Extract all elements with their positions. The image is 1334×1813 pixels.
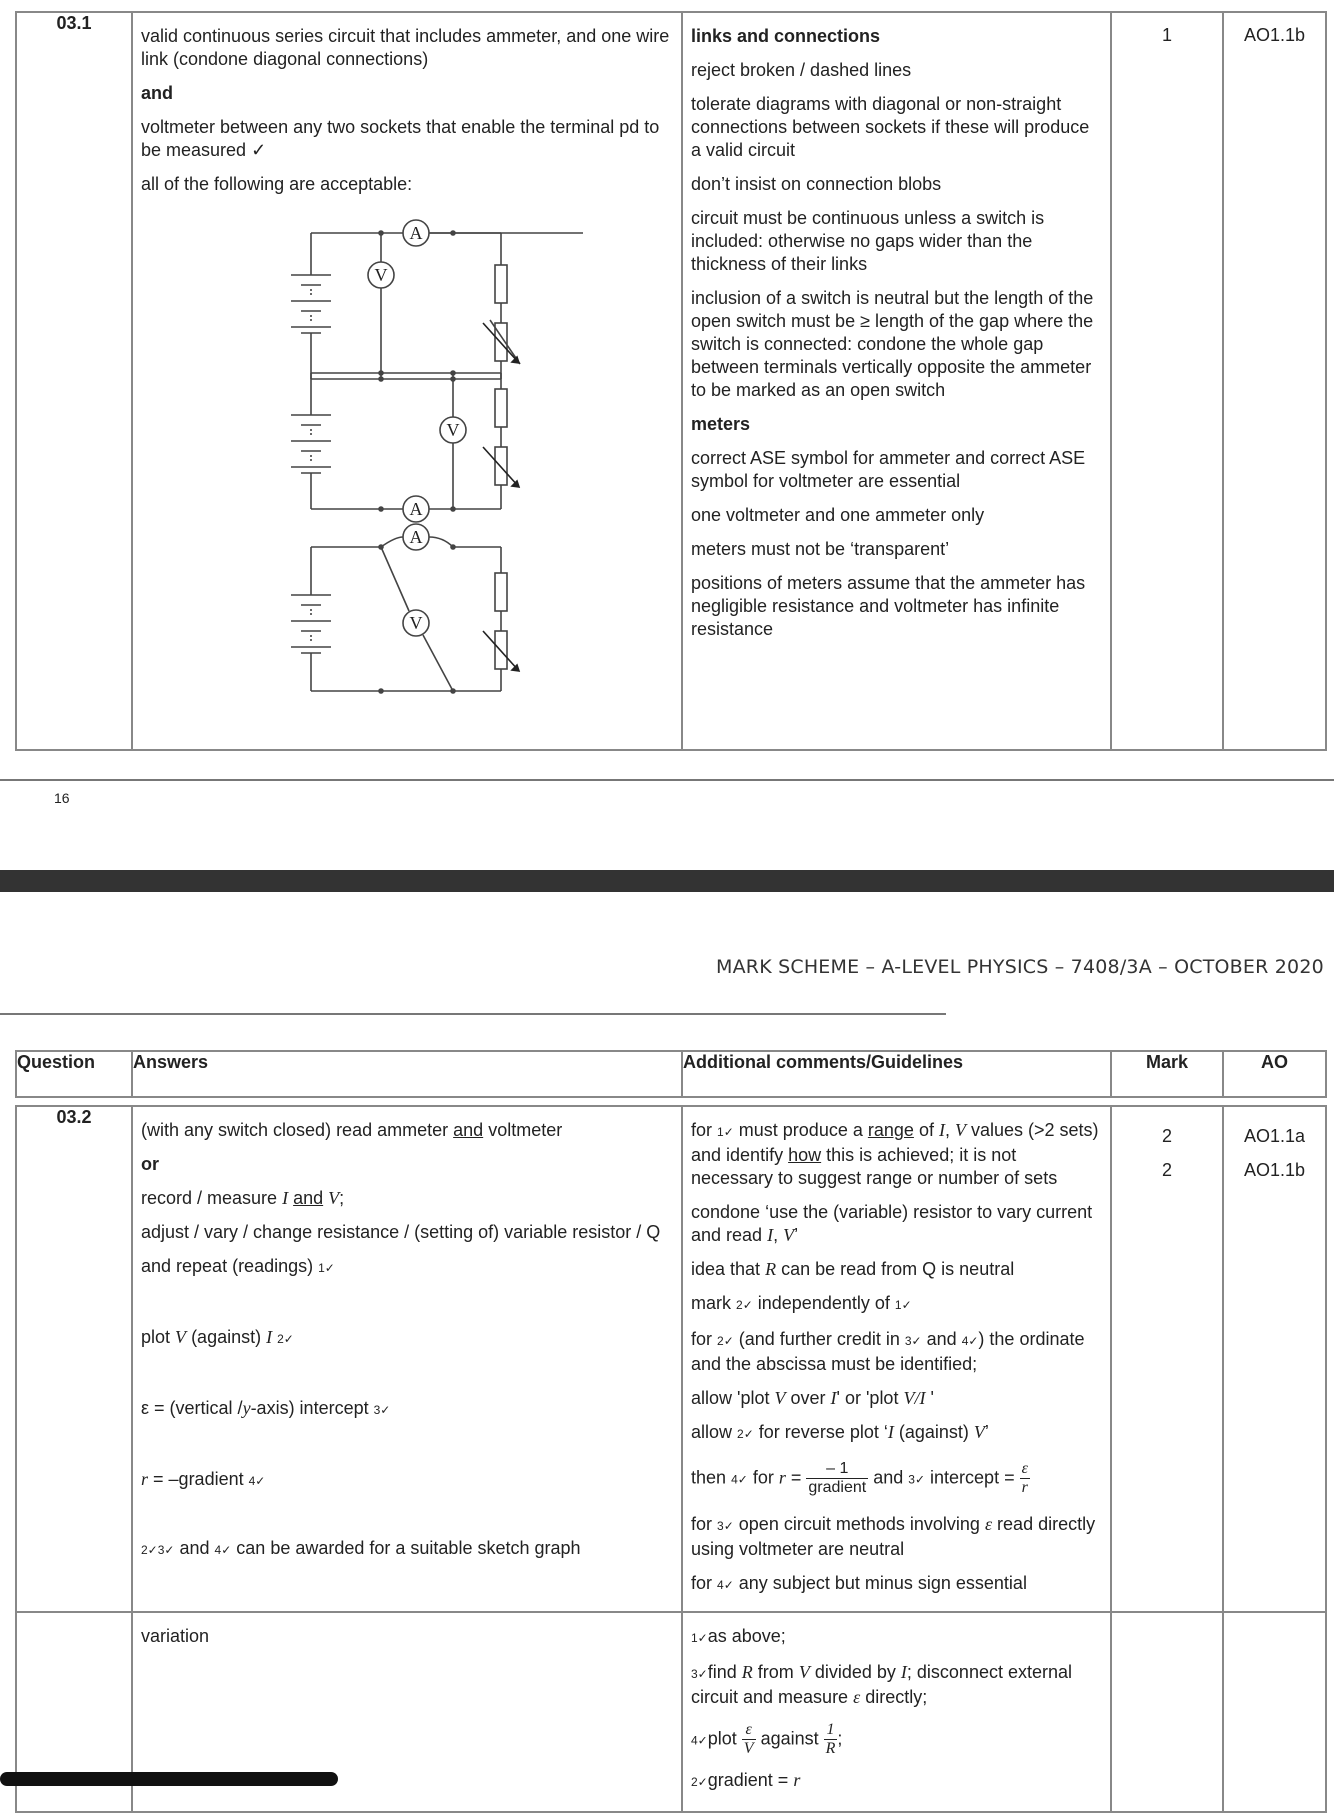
fraction: $\frac{\varepsilon}{r}$ [1021, 1460, 1028, 1496]
column-header-comments: Additional comments/Guidelines [682, 1051, 1111, 1097]
comment-line: 4✓plot $\frac{\varepsilon}{V}$ against $\frac{1}{R}$ ; [691, 1721, 843, 1757]
comment-line: meters [691, 414, 751, 434]
comment-line: for 1✓ must produce a range of I, V values (>2 sets) and identify how this is achieved; it is not necessary to suggest range or number of sets [691, 1120, 1099, 1188]
battery-symbol [291, 275, 331, 333]
answer-line: all of the following are acceptable: [141, 174, 413, 194]
comment-line: circuit must be continuous unless a switch is included: otherwise no gaps wider than the thickness of their links [691, 208, 1045, 274]
comment-line: idea that R can be read from Q is neutral [691, 1259, 1015, 1279]
answer-line: record / measure I and V; [141, 1188, 345, 1208]
comment-line: don’t insist on connection blobs [691, 174, 942, 194]
answer-line: adjust / vary / change resistance / (setting of) variable resistor / Q [141, 1222, 661, 1242]
column-header-question: Question [16, 1051, 132, 1097]
comment-line: inclusion of a switch is neutral but the length of the open switch must be ≥ length of the gap where the switch is connected: condone the whole gap between terminals vertically opposite the ammeter to be marked as an open switch [691, 288, 1094, 400]
comment-line: correct ASE symbol for ammeter and correct ASE symbol for voltmeter are essential [691, 448, 1086, 491]
comment-line: condone ‘use the (variable) resistor to vary current and read I, V’ [691, 1202, 1093, 1245]
mark-scheme-table-03-2 [15, 1105, 1327, 1813]
comment-line: for 4✓ any subject but minus sign essential [691, 1573, 1027, 1593]
voltmeter-label: V [446, 420, 460, 440]
voltmeter-label: V [409, 613, 423, 633]
answers-cell [132, 12, 682, 750]
answer-line: (with any switch closed) read ammeter and voltmeter [141, 1120, 563, 1140]
ao-cell: AO1.1b [1223, 12, 1326, 750]
comments-cell [682, 1106, 1111, 1612]
comment-line: positions of meters assume that the ammeter has negligible resistance and voltmeter has infinite resistance [691, 573, 1086, 639]
circuit-diagram-2 [291, 371, 507, 522]
comment-line: allow 2✓ for reverse plot ‘I (against) V’ [691, 1422, 989, 1442]
fraction: $\frac{\varepsilon}{V}$ [743, 1721, 754, 1757]
comment-line: 1✓as above; [691, 1626, 786, 1646]
comment-line: for 2✓ (and further credit in 3✓ and 4✓) the ordinate and the abscissa must be identified; [691, 1329, 1085, 1374]
column-header-mark: Mark [1111, 1051, 1223, 1097]
comment-line: 2✓gradient = r [691, 1770, 801, 1790]
fraction: $\frac{1}{R}$ [825, 1721, 836, 1757]
mark-cell [1111, 1612, 1223, 1812]
comment-line: reject broken / dashed lines [691, 60, 912, 80]
scroll-indicator[interactable] [0, 1772, 338, 1786]
page-number: 16 [54, 790, 70, 806]
and-keyword: and [141, 83, 174, 103]
page-header-title: MARK SCHEME – A-LEVEL PHYSICS – 7408/3A – OCTOBER 2020 [716, 956, 1324, 978]
circuit-diagram-1 [291, 220, 583, 381]
mark-cell: 2 2 [1111, 1106, 1223, 1612]
answers-cell [132, 1106, 682, 1612]
circuit-diagram-3 [291, 524, 507, 693]
ammeter-label: A [409, 223, 423, 243]
mark-scheme-table-03-1 [15, 11, 1327, 751]
answer-line: ε = (vertical /y-axis) intercept 3✓ [141, 1398, 391, 1418]
variation-label: variation [141, 1626, 210, 1646]
ao-cell [1223, 1612, 1326, 1812]
answer-line: 2✓3✓ and 4✓ can be awarded for a suitable sketch graph [141, 1538, 581, 1558]
answer-line: r = –gradient 4✓ [141, 1469, 266, 1489]
comments-cell [682, 12, 1111, 750]
ao-cell: AO1.1a AO1.1b [1223, 1106, 1326, 1612]
answer-line: voltmeter between any two sockets that enable the terminal pd to be measured ✓ [141, 117, 660, 160]
column-header-ao: AO [1223, 1051, 1326, 1097]
or-keyword: or [141, 1154, 159, 1174]
mark-cell: 1 [1111, 12, 1223, 750]
fraction: $\frac{- 1}{\text{gradient}}$ [808, 1460, 867, 1496]
question-number: 03.1 [16, 12, 132, 750]
answer-line: plot V (against) I 2✓ [141, 1327, 294, 1347]
answer-line: and repeat (readings) 1✓ [141, 1256, 335, 1276]
comment-line: meters must not be ‘transparent’ [691, 539, 950, 559]
circuit-diagrams [283, 213, 583, 723]
voltmeter-label: V [374, 265, 388, 285]
column-header-answers: Answers [132, 1051, 682, 1097]
page-divider-bar [0, 870, 1334, 892]
comments-cell [682, 1612, 1111, 1812]
resistor-symbol [495, 265, 507, 303]
comment-line: allow 'plot V over I' or 'plot V/I ' [691, 1388, 934, 1408]
comment-line: 3✓find R from V divided by I; disconnect external circuit and measure ε directly; [691, 1662, 1072, 1707]
ammeter-label: A [409, 499, 423, 519]
comment-line: links and connections [691, 26, 881, 46]
mark-scheme-header-row [15, 1050, 1327, 1098]
answer-line: valid continuous series circuit that includes ammeter, and one wire link (condone diagonal connections) [141, 26, 670, 69]
page-footer-rule [0, 779, 1334, 781]
comment-line: mark 2✓ independently of 1✓ [691, 1293, 912, 1313]
comment-line: tolerate diagrams with diagonal or non-straight connections between sockets if these will produce a valid circuit [691, 94, 1090, 160]
comment-line: one voltmeter and one ammeter only [691, 505, 985, 525]
page-header-rule [0, 1013, 946, 1015]
question-number: 03.2 [16, 1106, 132, 1612]
comment-line: for 3✓ open circuit methods involving ε read directly using voltmeter are neutral [691, 1514, 1096, 1559]
comment-line: then 4✓ for r = $\frac{- 1}{\text{gradient}}$ and 3✓ intercept = $\frac{\varepsilon}{r}$ [691, 1460, 1028, 1496]
ammeter-label: A [409, 527, 423, 547]
